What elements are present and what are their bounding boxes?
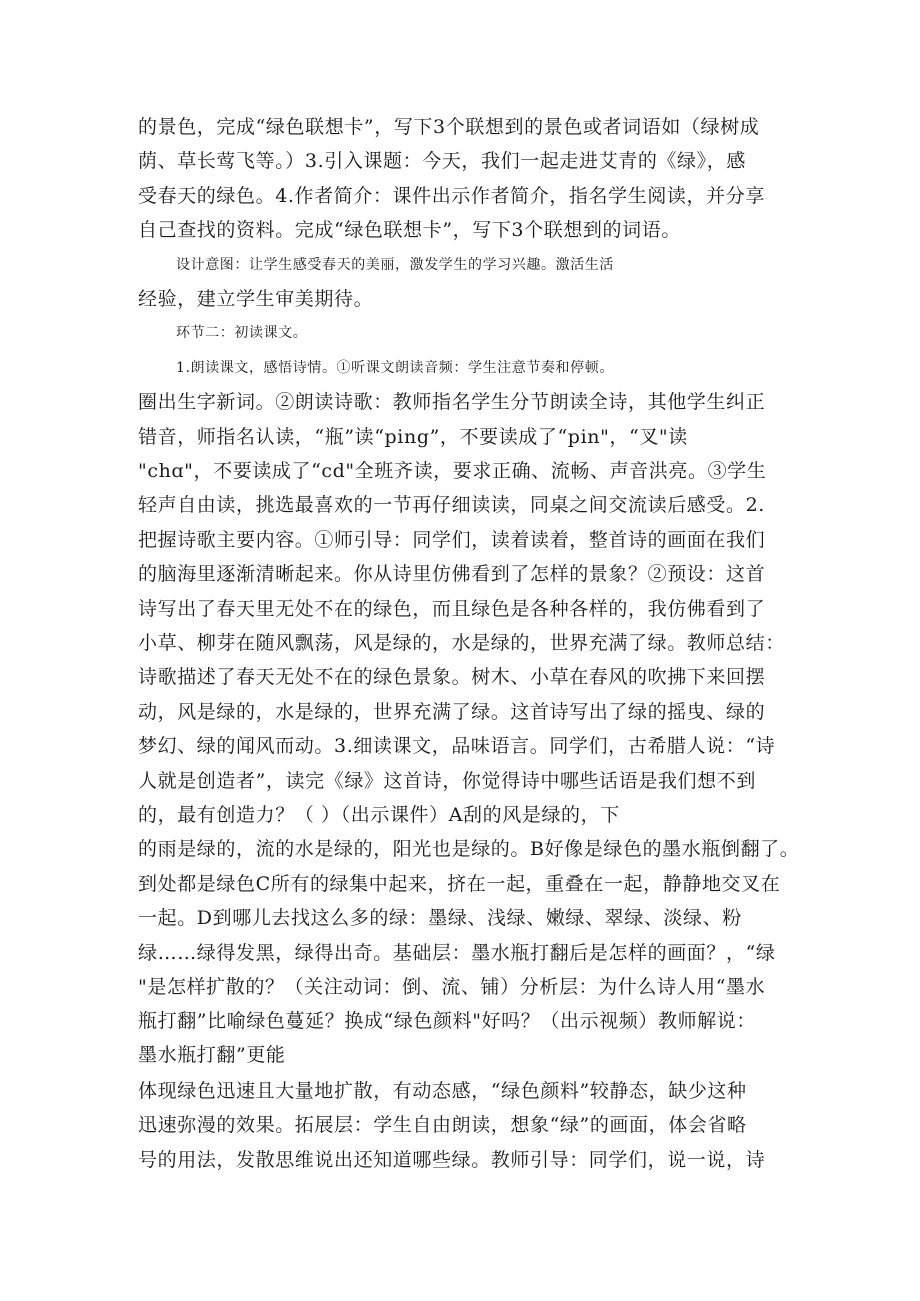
text-line: 自己查找的资料。完成“绿色联想卡”，写下3个联想到的词语。: [138, 219, 681, 241]
text-line: 轻声自由读，挑选最喜欢的一节再仔细读读，同桌之间交流读后感受。2.: [138, 494, 765, 516]
text-line: 诗歌描述了春天无处不在的绿色景象。树木、小草在春风的吹拂下来回摆: [138, 666, 766, 688]
text-line: 绿……绿得发黑，绿得出奇。基础层：墨水瓶打翻后是怎样的画面？，“绿: [138, 942, 776, 964]
text-line: 迅速弥漫的效果。拓展层：学生自由朗读，想象“绿”的画面，体会省略: [138, 1114, 747, 1136]
text-line: 1.朗读课文，感悟诗情。①听课文朗读音频：学生注意节奏和停顿。: [176, 360, 614, 376]
text-line: 人就是创造者”，读完《绿》这首诗，你觉得诗中哪些话语是我们想不到: [138, 770, 756, 792]
text-line: 墨水瓶打翻”更能: [138, 1044, 286, 1066]
text-line: "是怎样扩散的？（关注动词：倒、流、铺）分析层：为什么诗人用“墨水: [138, 976, 766, 998]
text-line: 圈出生字新词。②朗读诗歌：教师指名学生分节朗读全诗，其他学生纠正: [138, 391, 766, 413]
text-line: "chɑ"，不要读成了“cd"全班齐读，要求正确、流畅、声音洪亮。③学生: [138, 460, 767, 482]
section-heading: 环节二：初读课文。: [176, 325, 308, 341]
text-line: 诗写出了春天里无处不在的绿色，而且绿色是各种各样的，我仿佛看到了: [138, 598, 766, 620]
text-line: 小草、柳芽在随风飘荡，风是绿的，水是绿的，世界充满了绿。教师总结：: [138, 632, 785, 654]
text-line: 的雨是绿的，流的水是绿的，阳光也是绿的。B好像是绿色的墨水瓶倒翻了。: [138, 838, 800, 860]
text-line: 经验，建立学生审美期待。: [138, 288, 374, 310]
text-line: 梦幻、绿的闻风而动。3.细读课文，品味语言。同学们，古希腊人说：“诗: [138, 735, 776, 757]
text-line: 的脑海里逐渐清晰起来。你从诗里仿佛看到了怎样的景象？②预设：这首: [138, 563, 766, 585]
text-line: 动，风是绿的，水是绿的，世界充满了绿。这首诗写出了绿的摇曳、绿的: [138, 701, 766, 723]
text-line: 号的用法，发散思维说出还知道哪些绿。教师引导：同学们，说一说，诗: [138, 1149, 766, 1171]
text-line: 到处都是绿色C所有的绿集中起来，挤在一起，重叠在一起，静静地交叉在: [138, 873, 781, 895]
text-line: 体现绿色迅速且大量地扩散，有动态感，“绿色颜料”较静态，缺少这种: [138, 1080, 747, 1102]
text-line: 瓶打翻”比喻绿色蔓延？换成“绿色颜料"好吗？（出示视频）教师解说：: [138, 1010, 756, 1032]
text-line: 把握诗歌主要内容。①师引导：同学们，读着读着，整首诗的画面在我们: [138, 529, 766, 551]
text-line: 受春天的绿色。4.作者简介：课件出示作者简介，指名学生阅读，并分享: [138, 185, 765, 207]
text-line: 设计意图：让学生感受春天的美丽，激发学生的学习兴趣。激活生活: [176, 257, 614, 273]
text-line: 一起。D到哪儿去找这么多的绿：墨绿、浅绿、嫩绿、翠绿、淡绿、粉: [138, 907, 742, 929]
text-line: 的，最有创造力？（ ）（出示课件）A刮的风是绿的，下: [138, 804, 620, 826]
text-line: 错音，师指名认读，“瓶”读“ping”，不要读成了“pin"，“叉"读: [138, 426, 688, 448]
text-line: 荫、草长莺飞等。）3.引入课题：今天，我们一起走进艾青的《绿》，感: [138, 150, 746, 172]
text-line: 的景色，完成“绿色联想卡”，写下3个联想到的景色或者词语如（绿树成: [138, 116, 760, 138]
